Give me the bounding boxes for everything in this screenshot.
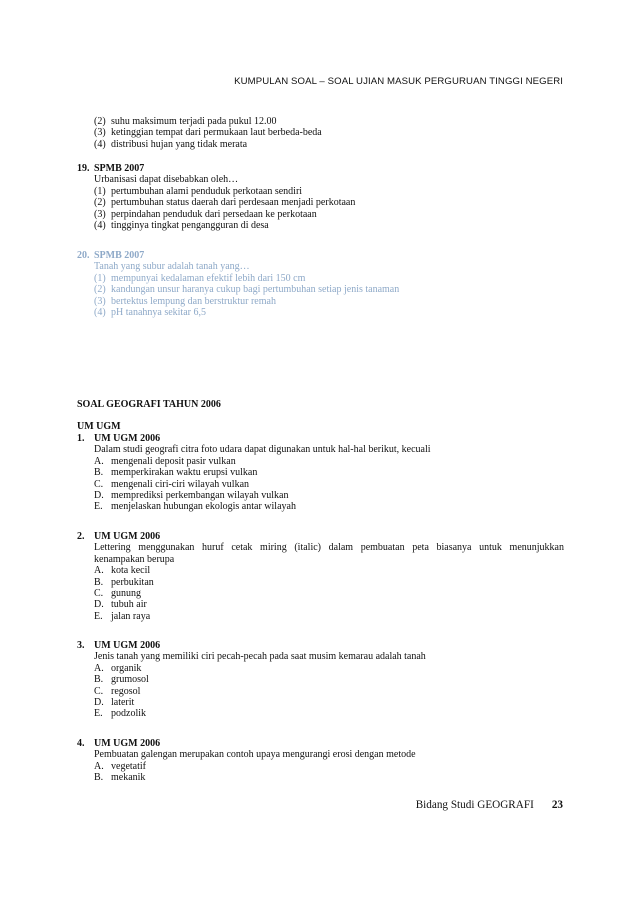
page-footer — [0, 799, 563, 811]
option-line: (3) bertektus lempung dan berstruktur remah — [94, 295, 276, 307]
option-line: C. regosol — [94, 685, 141, 697]
question-heading: 19. SPMB 2007 — [77, 163, 145, 174]
question-heading: 20. SPMB 2007 — [77, 250, 145, 261]
ugm-question-2 — [77, 531, 564, 622]
question-text: Pembuatan galengan merupakan contoh upaya mengurangi erosi dengan metode — [94, 749, 416, 761]
option-line: E. podzolik — [94, 708, 146, 720]
option-line: A. kota kecil — [94, 565, 151, 577]
option-line: E. menjelaskan hubungan ekologis antar wilayah — [94, 501, 296, 513]
option-line: B. grumosol — [94, 674, 149, 686]
option-line: (2) pertumbuhan status daerah dari perdesaan menjadi perkotaan — [94, 197, 356, 209]
ugm-question-3 — [77, 640, 564, 720]
option-line: B. perbukitan — [94, 576, 154, 588]
option-line: A. organik — [94, 662, 142, 674]
option-line: (1) pertumbuhan alami penduduk perkotaan sendiri — [94, 185, 303, 197]
question-heading: 2. UM UGM 2006 — [77, 531, 161, 542]
option-line: D. laterit — [94, 697, 135, 709]
question-heading: 3. UM UGM 2006 — [77, 640, 161, 651]
option-line: (2) kandungan unsur haranya cukup bagi pertumbuhan setiap jenis tanaman — [94, 284, 400, 296]
question-text: Tanah yang subur adalah tanah yang… — [94, 261, 250, 273]
option-line: (4) pH tanahnya sekitar 6,5 — [94, 307, 206, 319]
question-heading: 4. UM UGM 2006 — [77, 738, 161, 749]
section-subtitle: UM UGM — [77, 421, 121, 432]
option-line: (3) ketinggian tempat dari permukaan laut berbeda-beda — [94, 127, 322, 139]
option-line: E. jalan raya — [94, 610, 151, 622]
question-text: Jenis tanah yang memiliki ciri pecah-pecah pada saat musim kemarau adalah tanah — [94, 651, 426, 663]
question-20 — [77, 250, 564, 318]
option-line: A. mengenali deposit pasir vulkan — [94, 455, 236, 467]
page-number: 23 — [551, 799, 563, 811]
option-line: (4) tingginya tingkat pengangguran di desa — [94, 220, 269, 232]
option-line: B. memperkirakan waktu erupsi vulkan — [94, 467, 258, 479]
section-title: SOAL GEOGRAFI TAHUN 2006 — [77, 399, 221, 410]
ugm-question-4 — [77, 738, 564, 784]
option-line: (2) suhu maksimum terjadi pada pukul 12.00 — [94, 116, 277, 127]
running-header: KUMPULAN SOAL – SOAL UJIAN MASUK PERGURUAN TINGGI NEGERI — [234, 76, 563, 87]
option-line: (3) perpindahan penduduk dari persedaan ke perkotaan — [94, 208, 317, 220]
question-18-tail — [77, 116, 564, 150]
question-19 — [77, 163, 564, 231]
option-line: D. tubuh air — [94, 599, 147, 611]
option-line: D. memprediksi perkembangan wilayah vulkan — [94, 490, 289, 502]
question-text: Dalam studi geografi citra foto udara dapat digunakan untuk hal-hal berikut, kecuali — [94, 444, 431, 456]
option-line: B. mekanik — [94, 772, 146, 784]
question-text: Urbanisasi dapat disebabkan oleh… — [94, 174, 239, 186]
ugm-question-1 — [77, 433, 564, 513]
option-line: A. vegetatif — [94, 760, 146, 772]
option-line: C. gunung — [94, 588, 141, 600]
question-text-cont: kenampakan berupa — [94, 553, 175, 565]
footer-subject: Bidang Studi GEOGRAFI — [415, 799, 534, 811]
option-line: (1) mempunyai kedalaman efektif lebih dari 150 cm — [94, 272, 306, 284]
question-heading: 1. UM UGM 2006 — [77, 433, 161, 444]
question-text: Lettering menggunakan huruf cetak miring (italic) dalam pembuatan peta biasanya untuk menunjukkan — [94, 542, 564, 554]
option-line: (4) distribusi hujan yang tidak merata — [94, 138, 248, 150]
option-line: C. mengenali ciri-ciri wilayah vulkan — [94, 478, 250, 490]
